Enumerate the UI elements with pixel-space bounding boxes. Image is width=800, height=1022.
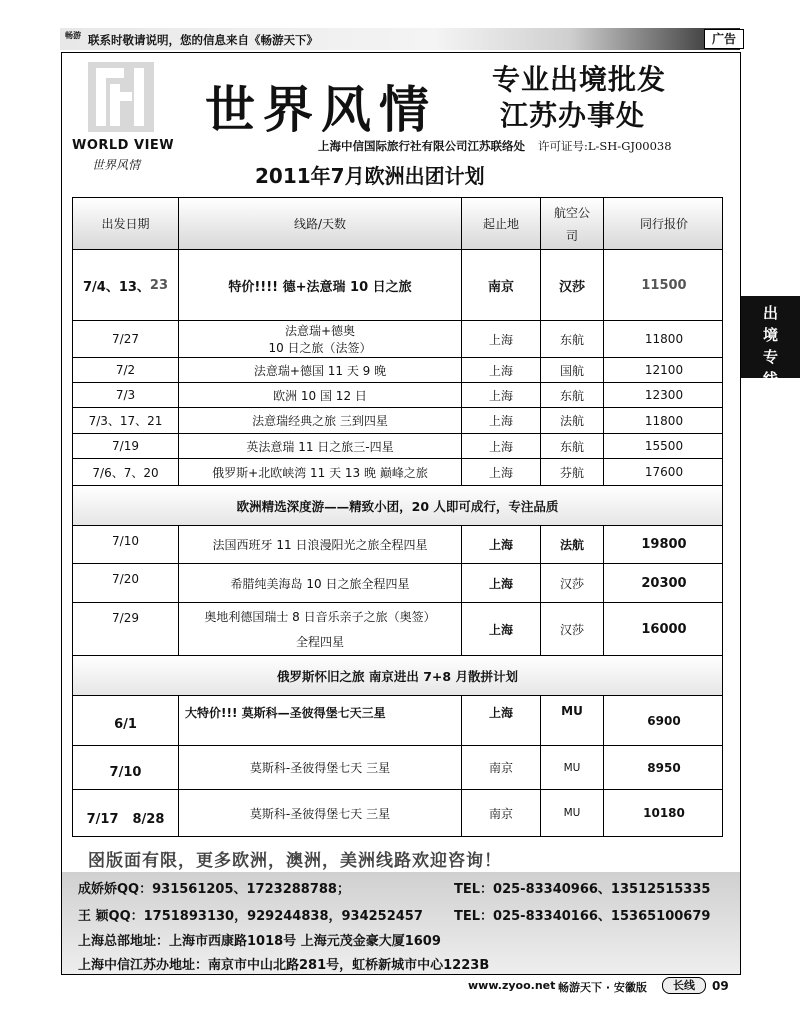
brand-chinese-small: 世界风情 xyxy=(92,158,141,172)
cell-origin: 上海 xyxy=(462,383,541,407)
cell-price: 20300 xyxy=(641,575,687,591)
cell-origin: 南京 xyxy=(462,746,541,789)
cell-airline: MU xyxy=(541,790,604,836)
cell-date-part: 7/17 xyxy=(86,811,119,827)
cell-airline: 国航 xyxy=(541,358,604,382)
brand-english-name: WORLD VIEW xyxy=(72,138,175,153)
table-row xyxy=(73,603,722,656)
cell-origin: 上海 xyxy=(462,603,541,655)
header-origin: 起止地 xyxy=(462,198,541,249)
cell-route: 法意瑞+德国 11 天 9 晚 xyxy=(179,358,462,382)
world-view-logo-icon xyxy=(88,62,154,132)
cell-date-part: 23 xyxy=(149,277,169,293)
cell-airline: MU xyxy=(541,746,604,789)
cell-route: 欧洲 10 国 12 日 xyxy=(179,383,462,407)
cell-price: 12300 xyxy=(644,388,684,402)
header-airline-line2: 司 xyxy=(565,228,578,243)
cell-price: 12100 xyxy=(644,363,684,377)
cell-airline: 汉莎 xyxy=(541,564,604,602)
side-tab-char: 出 xyxy=(762,304,778,322)
cell-date-part: 7/4、13、 xyxy=(82,279,150,295)
table-row xyxy=(73,321,722,358)
slogan-line-2: 江苏办事处 xyxy=(500,99,646,132)
cell-route xyxy=(179,603,462,655)
cell-origin: 南京 xyxy=(462,250,541,320)
cell-route: 希腊纯美海岛 10 日之旅全程四星 xyxy=(179,564,462,602)
contact-2-qq: 王 颖QQ：1751893130，929244838，934252457 xyxy=(78,909,423,924)
cell-route: 大特价!!! 莫斯科—圣彼得堡七天三星 xyxy=(179,696,462,745)
cell-route-line: 奥地利德国瑞士 8 日音乐亲子之旅（奥签） xyxy=(204,610,436,624)
cell-price: 11800 xyxy=(644,413,684,428)
cell-origin: 上海 xyxy=(462,696,541,745)
cell-origin: 上海 xyxy=(462,358,541,382)
section-banner-text: 欧洲精选深度游——精致小团，20 人即可成行，专注品质 xyxy=(236,498,559,514)
section-banner-text: 俄罗斯怀旧之旅 南京进出 7+8 月散拼计划 xyxy=(277,668,518,684)
cell-price: 11500 xyxy=(641,277,687,293)
side-tab-char: 境 xyxy=(762,326,778,344)
cell-route: 英法意瑞 11 日之旅三-四星 xyxy=(179,434,462,458)
cell-price: 16000 xyxy=(641,621,687,637)
cell-airline: 法航 xyxy=(541,526,604,563)
cell-origin: 上海 xyxy=(462,321,541,357)
cell-origin: 上海 xyxy=(462,526,541,563)
cell-date: 7/20 xyxy=(73,564,179,602)
cell-origin: 上海 xyxy=(462,564,541,602)
table-row xyxy=(73,746,722,790)
slogan-line-1: 专业出境批发 xyxy=(492,63,667,96)
cell-date: 6/1 xyxy=(73,696,179,745)
table-row xyxy=(73,459,722,486)
cell-date: 7/6、7、20 xyxy=(73,459,179,485)
table-row xyxy=(73,408,722,434)
cell-route: 莫斯科-圣彼得堡七天 三星 xyxy=(179,746,462,789)
footer-divider xyxy=(61,974,741,975)
more-routes-note: 囹版面有限，更多欧洲，澳洲，美洲线路欢迎咨询！ xyxy=(88,851,502,871)
header-date: 出发日期 xyxy=(73,198,179,249)
table-row xyxy=(73,383,722,408)
brand-chinese-title: 世界风情 xyxy=(205,80,437,139)
cell-date xyxy=(73,250,179,320)
cell-date: 7/3 xyxy=(73,383,179,407)
publication-name: 畅游天下 · 安徽版 xyxy=(558,981,647,994)
side-tab-char: 线 xyxy=(762,370,778,388)
cell-airline: 东航 xyxy=(541,383,604,407)
table-row xyxy=(73,696,722,746)
table-header-row xyxy=(73,198,722,250)
header-price: 同行报价 xyxy=(639,217,688,231)
cell-route-line: 法意瑞+德奥 xyxy=(284,324,356,338)
cell-origin: 南京 xyxy=(462,790,541,836)
license-number: 许可证号:L-SH-GJ00038 xyxy=(538,139,672,153)
section-banner xyxy=(73,486,722,526)
cell-airline: 芬航 xyxy=(541,459,604,485)
cell-airline: 东航 xyxy=(541,321,604,357)
cell-origin: 上海 xyxy=(462,459,541,485)
table-row xyxy=(73,790,722,836)
header-route: 线路/天数 xyxy=(179,198,462,249)
cell-date: 7/10 xyxy=(73,526,179,563)
cell-origin: 上海 xyxy=(462,434,541,458)
cell-airline: 汉莎 xyxy=(541,603,604,655)
header-airline-line1: 航空公 xyxy=(553,205,590,220)
table-row xyxy=(73,358,722,383)
side-tab-char: 专 xyxy=(762,348,778,366)
section-label: 长线 xyxy=(662,977,706,994)
cell-airline: 汉莎 xyxy=(541,250,604,320)
page-number: 09 xyxy=(712,979,729,993)
cell-route: 莫斯科-圣彼得堡七天 三星 xyxy=(179,790,462,836)
cell-date: 7/10 xyxy=(73,746,179,789)
cell-date: 7/29 xyxy=(73,603,179,655)
plan-title: 2011年7月欧洲出团计划 xyxy=(255,164,485,188)
source-notice: 联系时敬请说明，您的信息来自《畅游天下》 xyxy=(88,33,318,47)
company-name: 上海中信国际旅行社有限公司江苏联络处 xyxy=(318,139,525,153)
cell-route-line: 全程四星 xyxy=(295,635,344,649)
section-banner xyxy=(73,656,722,696)
website-link[interactable]: www.zyoo.net xyxy=(468,979,556,992)
cell-date: 7/27 xyxy=(73,321,179,357)
magazine-logo-icon: 畅游 xyxy=(65,31,81,40)
section-side-tab xyxy=(741,296,800,388)
cell-price: 11800 xyxy=(644,332,684,346)
cell-date-part: 8/28 xyxy=(132,811,165,827)
contact-2-tel: TEL：025-83340166、15365100679 xyxy=(454,909,711,924)
table-row xyxy=(73,564,722,603)
cell-route: 法国西班牙 11 日浪漫阳光之旅全程四星 xyxy=(179,526,462,563)
contact-1-qq: 成娇娇QQ：931561205、1723288788； xyxy=(78,882,350,897)
cell-airline: MU xyxy=(541,696,604,745)
cell-price: 19800 xyxy=(641,537,687,552)
cell-date: 7/2 xyxy=(73,358,179,382)
table-row xyxy=(73,250,722,321)
table-row xyxy=(73,526,722,564)
cell-date: 7/3、17、21 xyxy=(73,408,179,433)
table-row xyxy=(73,434,722,459)
cell-price: 10180 xyxy=(643,806,685,820)
cell-origin: 上海 xyxy=(462,408,541,433)
cell-price: 17600 xyxy=(644,465,684,479)
cell-route: 特价!!!! 德+法意瑞 10 日之旅 xyxy=(179,250,462,320)
cell-route: 俄罗斯+北欧峡湾 11 天 13 晚 巅峰之旅 xyxy=(179,459,462,485)
cell-price: 8950 xyxy=(647,760,681,775)
cell-route xyxy=(179,321,462,357)
cell-price: 6900 xyxy=(647,713,681,728)
tour-schedule-table xyxy=(72,197,723,837)
cell-airline: 东航 xyxy=(541,434,604,458)
hq-address: 上海总部地址：上海市西康路1018号 上海元茂金豪大厦1609 xyxy=(78,934,441,949)
cell-price: 15500 xyxy=(644,439,684,453)
jiangsu-office-address: 上海中信江苏办地址：南京市中山北路281号，虹桥新城市中心1223B xyxy=(78,958,490,973)
cell-route: 法意瑞经典之旅 三到四星 xyxy=(179,408,462,433)
cell-date: 7/19 xyxy=(73,434,179,458)
cell-airline: 法航 xyxy=(541,408,604,433)
ad-label: 广告 xyxy=(704,29,744,49)
header-airline xyxy=(541,198,604,249)
contact-1-tel: TEL：025-83340966、13512515335 xyxy=(454,882,711,897)
cell-date xyxy=(73,790,179,836)
cell-route-line: 10 日之旅（法签） xyxy=(268,341,372,355)
